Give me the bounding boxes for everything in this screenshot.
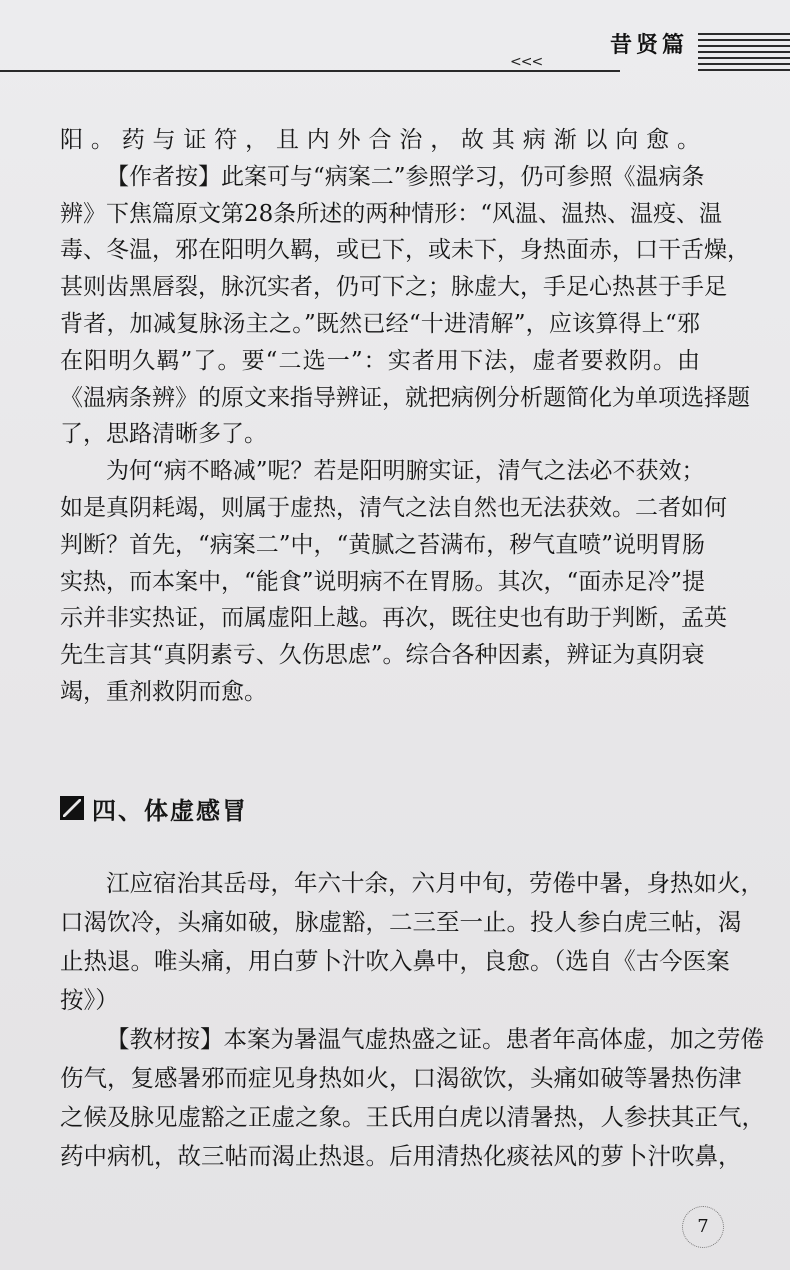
text-line: 【教材按】本案为暑温气虚热盛之证。患者年高体虚，加之劳倦: [106, 1025, 764, 1053]
page-number: 7: [682, 1206, 724, 1248]
header-arrows: <<<: [510, 54, 543, 70]
text-line: 江应宿治其岳母，年六十余，六月中旬，劳倦中暑，身热如火，: [106, 869, 764, 897]
text-line: 实热，而本案中，“能食”说明病不在胃肠。其次，“面赤足冷”提: [60, 568, 706, 595]
section-heading: [60, 790, 248, 826]
text-line: 判断？首先，“病案二”中，“黄腻之苔满布，秽气直喷”说明胃肠: [60, 531, 706, 558]
text-line: 背者，加减复脉汤主之。”既然已经“十进清解”，应该算得上“邪: [60, 310, 700, 337]
text-line: 阳。药与证符，且内外合治，故其病渐以向愈。: [60, 127, 700, 153]
text-line: 示并非实热证，而属虚阳上越。再次，既往史也有助于判断，孟英: [60, 605, 727, 632]
text-line: 《温病条辨》的原文来指导辨证，就把病例分析题简化为单项选择题: [60, 384, 750, 411]
text-line: 药中病机，故三帖而渴止热退。后用清热化痰祛风的萝卜汁吹鼻，: [60, 1142, 742, 1170]
header-stripes: [698, 33, 790, 71]
text-line: 甚则齿黑唇裂，脉沉实者，仍可下之；脉虚大，手足心热甚于手足: [60, 274, 727, 301]
body-text-bottom: [60, 864, 765, 1176]
text-line: 伤气，复感暑邪而症见身热如火，口渴欲饮，头痛如破等暑热伤津: [60, 1064, 742, 1092]
text-line: 先生言其“真阴素亏、久伤思虑”。综合各种因素，辨证为真阴衰: [60, 642, 705, 669]
text-line: 口渴饮冷，头痛如破，脉虚豁，二三至一止。投人参白虎三帖，渴: [60, 908, 742, 936]
text-line: 按》）: [60, 986, 119, 1014]
section-marker-icon: [60, 796, 84, 820]
running-header-title: 昔贤篇: [610, 32, 689, 58]
text-line: 为何“病不略减”呢？若是阳明腑实证，清气之法必不获效；: [106, 458, 705, 485]
text-line: 毒、冬温，邪在阳明久羁，或已下，或未下，身热面赤，口干舌燥，: [60, 237, 750, 264]
text-line: 竭，重剂救阴而愈。: [60, 678, 267, 705]
text-line: 【作者按】此案可与“病案二”参照学习，仍可参照《温病条: [106, 163, 705, 190]
text-line: 止热退。唯头痛，用白萝卜汁吹入鼻中，良愈。（选自《古今医案: [60, 947, 730, 975]
text-line: 如是真阴耗竭，则属于虚热，清气之法自然也无法获效。二者如何: [60, 494, 727, 521]
header-rule: [0, 70, 620, 72]
section-title: 四、体虚感冒: [92, 796, 248, 825]
text-line: 了，思路清晰多了。: [60, 421, 267, 448]
text-line: 之候及脉见虚豁之正虚之象。王氏用白虎以清暑热，人参扶其正气，: [60, 1103, 765, 1131]
text-line: 辨》下焦篇原文第28条所述的两种情形：“风温、温热、温疫、温: [60, 200, 723, 227]
text-line: 在阳明久羁”了。要“二选一”：实者用下法，虚者要救阴。由: [60, 347, 700, 374]
body-text-top: [60, 122, 750, 711]
